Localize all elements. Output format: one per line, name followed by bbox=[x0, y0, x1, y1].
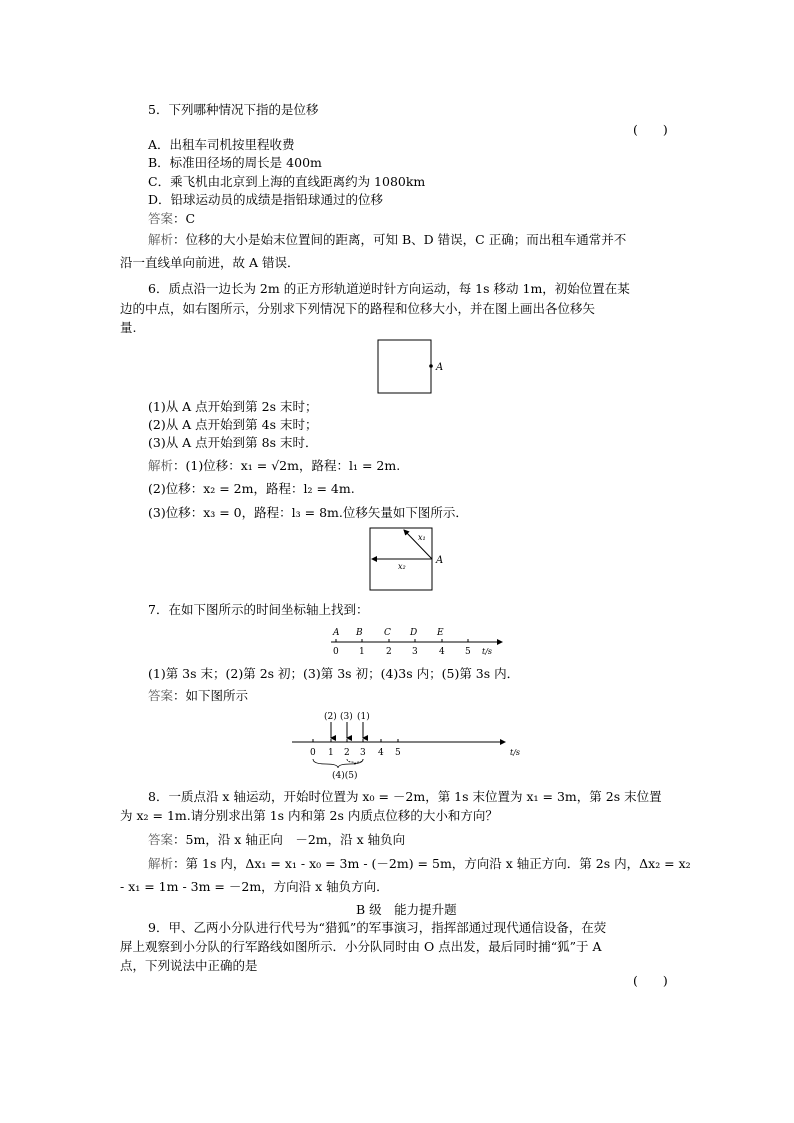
analysis-label: 解析 bbox=[148, 458, 174, 473]
q6-analysis-1 bbox=[148, 458, 400, 474]
letter-b: B bbox=[356, 628, 363, 638]
q5-analysis-1 bbox=[148, 232, 626, 248]
point-a-dot bbox=[429, 364, 433, 368]
q6-sub-2: (2)从 A 点开始到第 4s 末时； bbox=[148, 417, 318, 432]
answer-time-axis bbox=[288, 706, 528, 784]
q7-stem: 7．在如下图所示的时间坐标轴上找到： bbox=[148, 602, 369, 617]
label-x1: x₁ bbox=[418, 533, 426, 542]
q6-stem-3: 量. bbox=[120, 320, 137, 335]
num-0: 0 bbox=[333, 647, 339, 657]
num-1: 1 bbox=[328, 748, 334, 758]
num-5: 5 bbox=[395, 748, 401, 758]
q7-items: (1)第 3s 末；(2)第 2s 初；(3)第 3s 初；(4)3s 内；(5)第 3s 内． bbox=[148, 666, 520, 681]
q9-stem-2: 屏上观察到小分队的行军路线如图所示．小分队同时由 O 点出发，最后同时捕“狐”于 A bbox=[120, 939, 602, 954]
q6-stem-1: 6．质点沿一边长为 2m 的正方形轨道逆时针方向运动，每 1s 移动 1m，初始位置在某 bbox=[148, 281, 630, 296]
answer-value: ：5m，沿 x 轴正向 －2m，沿 x 轴负向 bbox=[173, 832, 406, 847]
axis-arrow bbox=[500, 739, 506, 745]
q7-answer bbox=[148, 688, 248, 704]
letter-a: A bbox=[333, 628, 340, 638]
q6-sub-1: (1)从 A 点开始到第 2s 末时； bbox=[148, 399, 318, 414]
label-4-5: (4)(5) bbox=[332, 771, 358, 781]
q8-answer bbox=[148, 832, 405, 848]
num-2: 2 bbox=[386, 647, 392, 657]
label-x2: x₂ bbox=[398, 562, 406, 571]
axis-unit: t/s bbox=[482, 647, 493, 656]
num-3: 3 bbox=[360, 748, 366, 758]
axis-unit: t/s bbox=[510, 748, 521, 757]
displacement-figure bbox=[362, 524, 452, 596]
q8-analysis-2: - x₁ = 1m - 3m = －2m，方向沿 x 轴负方向． bbox=[120, 879, 389, 894]
q5-option-c: C．乘飞机由北京到上海的直线距离约为 1080km bbox=[148, 174, 426, 189]
num-2: 2 bbox=[344, 748, 350, 758]
q6-sub-3: (3)从 A 点开始到第 8s 末时． bbox=[148, 435, 318, 450]
analysis-text: ：第 1s 内，Δx₁ = x₁ - x₀ = 3m - (－2m) = 5m，方向沿 x 轴正方向．第 2s 内，Δx₂ = x₂ bbox=[173, 856, 691, 871]
answer-value: ：C bbox=[173, 211, 196, 226]
square-track bbox=[378, 340, 431, 393]
num-4: 4 bbox=[378, 748, 384, 758]
q5-option-d: D．铅球运动员的成绩是指铅球通过的位移 bbox=[148, 192, 384, 207]
label-2: (2) bbox=[324, 712, 337, 722]
q8-stem-2: 为 x₂ = 1m.请分别求出第 1s 内和第 2s 内质点位移的大小和方向？ bbox=[120, 808, 498, 823]
q5-paren: ( ) bbox=[633, 122, 668, 137]
q9-stem-3: 点，下列说法中正确的是 bbox=[120, 958, 258, 973]
axis-arrow bbox=[497, 639, 503, 645]
analysis-label: 解析 bbox=[148, 232, 174, 247]
q5-option-b: B．标准田径场的周长是 400m bbox=[148, 155, 322, 170]
num-4: 4 bbox=[439, 647, 445, 657]
answer-label: 答案 bbox=[148, 832, 174, 847]
analysis-text: ：位移的大小是始末位置间的距离，可知 B、D 错误，C 正确；而出租车通常并不 bbox=[173, 232, 627, 247]
label-1: (1) bbox=[357, 712, 370, 722]
letter-d: D bbox=[410, 628, 418, 638]
point-a-label: A bbox=[436, 362, 444, 373]
q5-option-a: A．出租车司机按里程收费 bbox=[148, 137, 295, 152]
point-a-label: A bbox=[436, 555, 444, 566]
q8-analysis-1 bbox=[148, 856, 691, 872]
q6-solution-3: (3)位移：x₃ = 0，路程：l₃ = 8m.位移矢量如下图所示． bbox=[148, 505, 468, 520]
num-1: 1 bbox=[359, 647, 365, 657]
q5-stem: 5．下列哪种情况下指的是位移 bbox=[148, 102, 319, 117]
num-5: 5 bbox=[465, 647, 471, 657]
label-3: (3) bbox=[340, 712, 353, 722]
solution-1: ：(1)位移：x₁ = √2m，路程：l₁ = 2m. bbox=[173, 458, 401, 473]
answer-value: ：如下图所示 bbox=[173, 688, 249, 703]
num-0: 0 bbox=[310, 748, 316, 758]
section-b-heading: B 级 能力提升题 bbox=[356, 902, 457, 917]
answer-label: 答案 bbox=[148, 211, 174, 226]
q9-stem-1: 9．甲、乙两小分队进行代号为“猎狐”的军事演习，指挥部通过现代通信设备，在荧 bbox=[148, 920, 607, 935]
q5-answer bbox=[148, 211, 195, 227]
q6-solution-2: (2)位移：x₂ = 2m，路程：l₂ = 4m. bbox=[148, 481, 355, 496]
square-figure bbox=[370, 334, 450, 396]
q5-analysis-2: 沿一直线单向前进，故 A 错误． bbox=[120, 255, 300, 270]
q6-stem-2: 边的中点，如右图所示，分别求下列情况下的路程和位移大小，并在图上画出各位移矢 bbox=[120, 301, 596, 316]
num-3: 3 bbox=[412, 647, 418, 657]
letter-e: E bbox=[437, 628, 444, 638]
answer-label: 答案 bbox=[148, 688, 174, 703]
time-axis bbox=[325, 622, 505, 658]
analysis-label: 解析 bbox=[148, 856, 174, 871]
letter-c: C bbox=[384, 628, 391, 638]
q8-stem-1: 8．一质点沿 x 轴运动，开始时位置为 x₀ = －2m，第 1s 末位置为 x₁ = 3m，第 2s 末位置 bbox=[148, 789, 662, 804]
q9-paren: ( ) bbox=[633, 973, 668, 988]
